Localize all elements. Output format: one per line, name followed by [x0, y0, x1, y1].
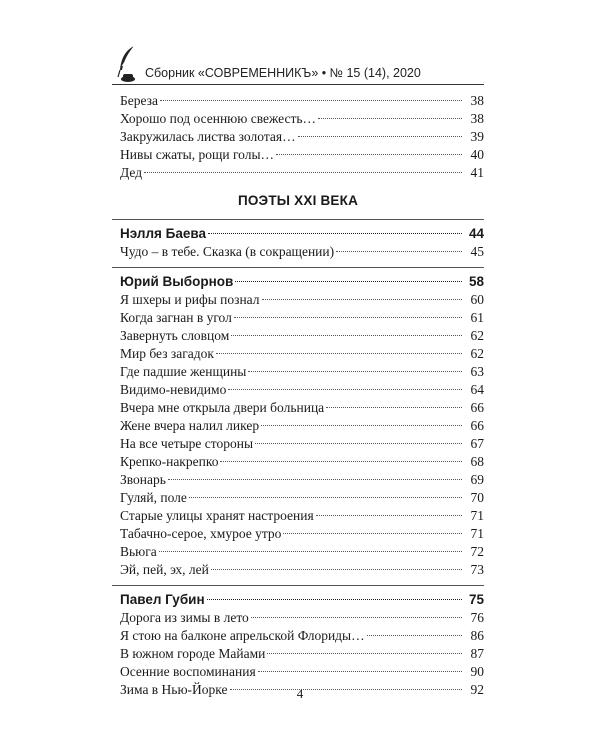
entry-title: Звонарь	[120, 472, 166, 487]
entry-title: Жене вчера налил ликер	[120, 418, 260, 433]
dot-leader	[144, 172, 462, 173]
dot-leader	[216, 353, 462, 354]
entry-page: 72	[470, 544, 484, 559]
author-entry[interactable]	[112, 224, 484, 243]
dot-leader	[159, 551, 462, 552]
entry-page: 92	[470, 682, 484, 697]
entry-title: Я шхеры и рифы познал	[120, 292, 260, 307]
entry-page: 38	[470, 111, 484, 126]
entry-title: Дед	[120, 165, 143, 180]
entry-title: На все четыре стороны	[120, 436, 254, 451]
entry-page: 87	[470, 646, 484, 661]
dot-leader	[336, 251, 462, 252]
entry-title: Чудо – в тебе. Сказка (в сокращении)	[120, 244, 335, 259]
author-group	[112, 267, 484, 579]
entry-title: Старые улицы хранят настроения	[120, 508, 314, 523]
dot-leader	[367, 635, 462, 636]
running-header	[112, 44, 484, 88]
dot-leader	[160, 100, 462, 101]
entry-page: 71	[470, 526, 484, 541]
toc-entry[interactable]	[112, 309, 484, 327]
dot-leader	[318, 118, 462, 119]
dot-leader	[255, 443, 462, 444]
dot-leader	[316, 515, 462, 516]
dot-leader	[262, 299, 462, 300]
entry-title: Нивы сжаты, рощи голы…	[120, 147, 275, 162]
entry-title: Я стою на балконе апрельской Флориды…	[120, 628, 365, 643]
author-name: Нэлля Баева	[120, 226, 206, 241]
entry-page: 86	[470, 628, 484, 643]
entry-page: 60	[470, 292, 484, 307]
toc-entry[interactable]	[112, 489, 484, 507]
entry-page: 68	[470, 454, 484, 469]
toc-entry[interactable]	[112, 243, 484, 261]
dot-leader	[283, 533, 462, 534]
entry-page: 64	[470, 382, 484, 397]
entry-title: Завернуть словцом	[120, 328, 230, 343]
toc-entry[interactable]	[112, 663, 484, 681]
toc-entry[interactable]	[112, 381, 484, 399]
entry-title: В южном городе Майами	[120, 646, 266, 661]
entry-page: 90	[470, 664, 484, 679]
dot-leader	[189, 497, 462, 498]
entry-page: 63	[470, 364, 484, 379]
entry-title: Гуляй, поле	[120, 490, 187, 505]
dot-leader	[234, 317, 462, 318]
author-group	[112, 219, 484, 261]
page-number: 4	[296, 686, 304, 701]
dot-leader	[211, 569, 462, 570]
toc-entry[interactable]	[112, 345, 484, 363]
toc-entry[interactable]	[112, 110, 484, 128]
toc-entry[interactable]	[112, 525, 484, 543]
toc-entry[interactable]	[112, 471, 484, 489]
toc-entry[interactable]	[112, 507, 484, 525]
dot-leader	[258, 671, 462, 672]
entry-page: 73	[470, 562, 484, 577]
dot-leader	[220, 461, 462, 462]
toc-entry[interactable]	[112, 435, 484, 453]
entry-page: 41	[470, 165, 484, 180]
toc-entry[interactable]	[112, 399, 484, 417]
dot-leader	[326, 407, 462, 408]
entry-title: Где падшие женщины	[120, 364, 247, 379]
dot-leader	[261, 425, 462, 426]
entry-title: Вьюга	[120, 544, 157, 559]
entry-page: 40	[470, 147, 484, 162]
entry-page: 76	[470, 610, 484, 625]
toc-entry[interactable]	[112, 609, 484, 627]
author-page: 75	[468, 592, 484, 607]
dot-leader	[208, 233, 462, 234]
dot-leader	[168, 479, 462, 480]
entry-page: 39	[470, 129, 484, 144]
toc-entry[interactable]	[112, 291, 484, 309]
toc-entry[interactable]	[112, 363, 484, 381]
entry-title: Когда загнан в угол	[120, 310, 232, 325]
toc-entry[interactable]	[112, 453, 484, 471]
entry-page: 45	[470, 244, 484, 259]
toc-entry[interactable]	[112, 146, 484, 164]
author-name: Павел Губин	[120, 592, 205, 607]
toc-entry[interactable]	[112, 561, 484, 579]
entry-title: Береза	[120, 93, 158, 108]
entry-title: Зима в Нью-Йорке	[120, 682, 228, 697]
author-entry[interactable]	[112, 590, 484, 609]
entry-page: 66	[470, 418, 484, 433]
entry-title: Мир без загадок	[120, 346, 214, 361]
dot-leader	[298, 136, 462, 137]
dot-leader	[207, 599, 462, 600]
author-entry[interactable]	[112, 272, 484, 291]
entry-page: 38	[470, 93, 484, 108]
dot-leader	[251, 617, 462, 618]
entry-page: 66	[470, 400, 484, 415]
toc-entry[interactable]	[112, 417, 484, 435]
header-rule	[112, 84, 484, 85]
toc-top-list	[112, 92, 484, 182]
toc-entry[interactable]	[112, 164, 484, 182]
toc-entry[interactable]	[112, 128, 484, 146]
entry-page: 70	[470, 490, 484, 505]
dot-leader	[267, 653, 462, 654]
entry-page: 61	[470, 310, 484, 325]
entry-title: Хорошо под осеннюю свежесть…	[120, 111, 317, 126]
header-text: Сборник «СОВРЕМЕННИКЪ» • № 15 (14), 2020	[145, 66, 421, 80]
entry-title: Табачно-серое, хмурое утро	[120, 526, 282, 541]
entry-title: Закружилась листва золотая…	[120, 129, 296, 144]
toc-author-list	[112, 219, 484, 699]
toc-entry[interactable]	[112, 627, 484, 645]
entry-title: Видимо-невидимо	[120, 382, 227, 397]
author-name: Юрий Выборнов	[120, 274, 234, 289]
author-page: 44	[468, 226, 484, 241]
toc-entry[interactable]	[112, 645, 484, 663]
entry-page: 67	[470, 436, 484, 451]
entry-title: Эй, пей, эх, лей	[120, 562, 209, 577]
toc-entry[interactable]	[112, 327, 484, 345]
toc-entry[interactable]	[112, 92, 484, 110]
author-page: 58	[468, 274, 484, 289]
entry-title: Дорога из зимы в лето	[120, 610, 249, 625]
quill-inkwell-icon	[112, 44, 142, 84]
entry-page: 69	[470, 472, 484, 487]
dot-leader	[235, 281, 462, 282]
toc-entry[interactable]	[112, 543, 484, 561]
dot-leader	[231, 335, 462, 336]
entry-page: 71	[470, 508, 484, 523]
dot-leader	[276, 154, 462, 155]
entry-title: Крепко-накрепко	[120, 454, 219, 469]
section-title: ПОЭТЫ XXI ВЕКА	[237, 193, 359, 208]
entry-page: 62	[470, 346, 484, 361]
entry-title: Осенние воспоминания	[120, 664, 256, 679]
dot-leader	[248, 371, 462, 372]
entry-page: 62	[470, 328, 484, 343]
entry-title: Вчера мне открыла двери больница	[120, 400, 325, 415]
dot-leader	[228, 389, 462, 390]
author-group	[112, 585, 484, 699]
